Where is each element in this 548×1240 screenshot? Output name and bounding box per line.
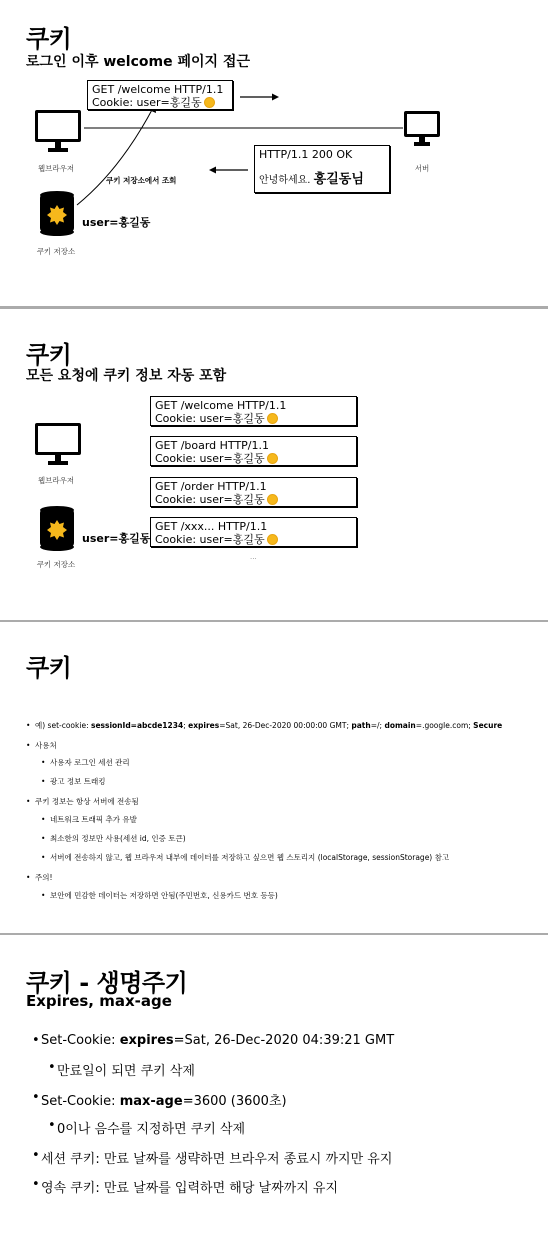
example-expires-key: expires <box>188 721 220 730</box>
cookie-coin-icon <box>267 534 278 545</box>
usage-title: • 사용처 <box>35 741 57 751</box>
response-name: 홍길동님 <box>313 172 364 187</box>
max-age-key: max-age <box>119 1094 183 1109</box>
cookie-coin-icon <box>267 494 278 505</box>
max-age-item <box>41 1090 287 1109</box>
response-line2-wrap <box>259 173 385 187</box>
always-item: • 서버에 전송하지 않고, 웹 브라우저 내부에 데이터를 저장하고 싶으면 웹 스토리지 (localStorage, sessionStorage) 참고 <box>50 853 449 863</box>
request-line2: Cookie: user=홍길동 <box>155 452 265 465</box>
request-box-order <box>150 477 357 507</box>
request-line2: Cookie: user=홍길동 <box>155 493 265 506</box>
cookie-store-icon <box>39 190 75 236</box>
usage-item: • 광고 정보 트래킹 <box>50 777 105 787</box>
max-age-prefix: Set-Cookie: <box>41 1094 120 1109</box>
slide2-subtitle: 모든 요청에 쿠키 정보 자동 포함 <box>26 368 227 384</box>
example-sep: ; <box>183 721 189 730</box>
expires-rest: =Sat, 26-Dec-2020 04:39:21 GMT <box>173 1033 395 1048</box>
slide-cookie-info <box>0 622 548 933</box>
example-path-val: =/; <box>370 721 385 730</box>
lookup-label: 쿠키 저장소에서 조회 <box>106 176 177 185</box>
always-title: • 쿠키 정보는 항상 서버에 전송됨 <box>35 797 139 807</box>
slide3-title: 쿠키 <box>26 654 72 682</box>
example-domain-val: =.google.com; <box>415 721 474 730</box>
slide-cookie-auto-include <box>0 309 548 620</box>
server-monitor-icon <box>403 110 441 148</box>
browser-label: 웹브라우저 <box>37 164 75 173</box>
request-box-xxx <box>150 517 357 547</box>
browser-monitor-icon <box>34 422 82 466</box>
example-expires-val: =Sat, 26-Dec-2020 00:00:00 GMT; <box>219 721 352 730</box>
response-greeting: 안녕하세요. <box>259 175 314 186</box>
request-line2-wrap <box>155 493 352 506</box>
example-prefix: 예) set-cookie: <box>35 721 91 730</box>
caution-item: • 보안에 민감한 데이터는 저장하면 안됨(주민번호, 신용카드 번호 등등) <box>50 891 278 901</box>
cookie-store-icon <box>39 505 75 551</box>
request-line2-wrap <box>92 96 228 109</box>
response-line1: HTTP/1.1 200 OK <box>259 148 353 161</box>
request-box-board <box>150 436 357 466</box>
example-item <box>35 721 502 731</box>
request-box-welcome <box>150 396 357 426</box>
request-line1: GET /order HTTP/1.1 <box>155 480 267 493</box>
slide-cookie-welcome <box>0 0 548 306</box>
example-path-key: path <box>351 721 371 730</box>
request-line1: GET /xxx... HTTP/1.1 <box>155 520 268 533</box>
example-session: sessionId=abcde1234 <box>90 721 184 730</box>
cookie-coin-icon <box>267 453 278 464</box>
request-line1: GET /welcome HTTP/1.1 <box>155 399 287 412</box>
request-line1: GET /welcome HTTP/1.1 <box>92 83 224 96</box>
request-line2-wrap <box>155 452 352 465</box>
persistent-cookie-item: • 영속 쿠키: 만료 날짜를 입력하면 해당 날짜까지 유지 <box>41 1177 338 1196</box>
store-label: 쿠키 저장소 <box>36 560 76 569</box>
session-cookie-item: • 세션 쿠키: 만료 날짜를 생략하면 브라우저 종료시 까지만 유지 <box>41 1148 392 1167</box>
caution-title: • 주의! <box>35 873 53 883</box>
example-secure: Secure <box>473 721 503 730</box>
slide4-title: 쿠키 - 생명주기 <box>26 969 188 997</box>
expires-prefix: Set-Cookie: <box>41 1033 120 1048</box>
browser-label: 웹브라우저 <box>37 476 75 485</box>
store-value: user=홍길동 <box>82 532 151 545</box>
browser-monitor-icon <box>34 109 82 153</box>
request-line2: Cookie: user=홍길동 <box>155 412 265 425</box>
usage-item: • 사용자 로그인 세션 관리 <box>50 758 130 768</box>
request-line2-wrap <box>155 412 352 425</box>
max-age-sub-item: • 0이나 음수를 지정하면 쿠키 삭제 <box>57 1118 245 1137</box>
request-box <box>87 80 233 110</box>
slide1-subtitle: 로그인 이후 welcome 페이지 접근 <box>26 54 250 70</box>
store-value: user=홍길동 <box>82 216 151 229</box>
cookie-coin-icon <box>267 413 278 424</box>
expires-key: expires <box>119 1033 174 1048</box>
slide4-subtitle: Expires, max-age <box>26 992 172 1010</box>
request-line1: GET /board HTTP/1.1 <box>155 439 270 452</box>
always-item: • 최소한의 정보만 사용(세션 id, 인증 토큰) <box>50 834 186 844</box>
server-label: 서버 <box>414 164 430 173</box>
slide2-title: 쿠키 <box>26 341 72 369</box>
store-label: 쿠키 저장소 <box>36 247 76 256</box>
expires-item <box>41 1033 394 1048</box>
expires-sub-item: • 만료일이 되면 쿠키 삭제 <box>57 1060 195 1079</box>
response-box <box>254 145 390 193</box>
slide-cookie-lifecycle <box>0 935 548 1240</box>
always-item: • 네트워크 트래픽 추가 유발 <box>50 815 137 825</box>
request-line2-wrap <box>155 533 352 546</box>
cookie-coin-icon <box>204 97 215 108</box>
request-line2: Cookie: user=홍길동 <box>92 96 202 109</box>
slide1-title: 쿠키 <box>26 25 72 53</box>
requests-ellipsis: ... <box>250 553 257 561</box>
max-age-rest: =3600 (3600초) <box>182 1094 287 1109</box>
request-line2: Cookie: user=홍길동 <box>155 533 265 546</box>
example-domain-key: domain <box>384 721 416 730</box>
